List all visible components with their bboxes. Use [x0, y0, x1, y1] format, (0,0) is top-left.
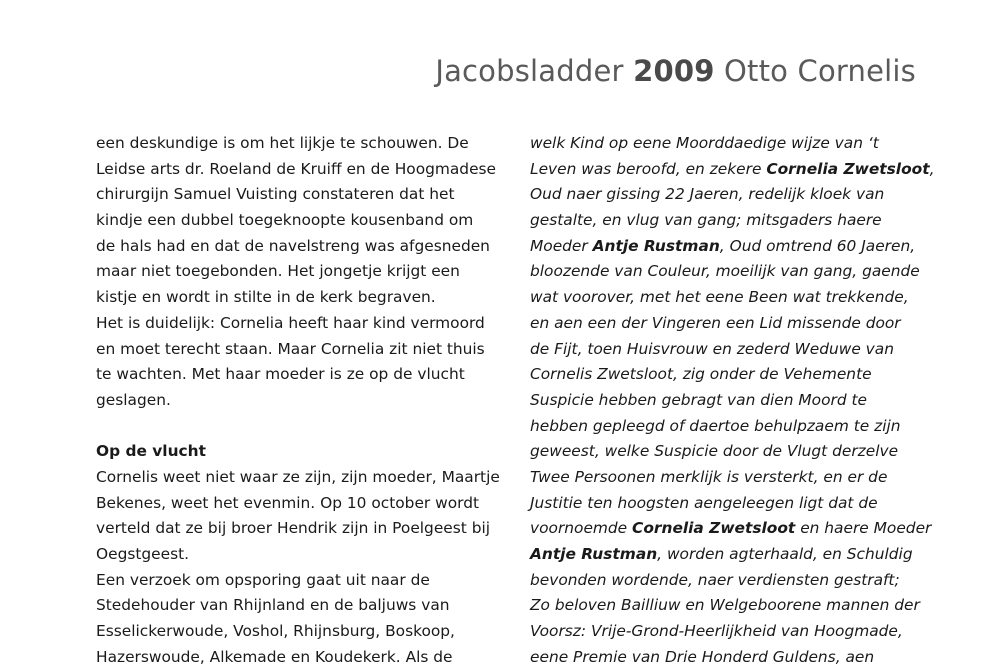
- quote-text: ,: [929, 159, 935, 178]
- text-line: de hals had en dat de navelstreng was afgesneden: [96, 236, 490, 255]
- text-line: kistje en wordt in stilte in de kerk begraven.: [96, 288, 436, 307]
- page-header: [435, 54, 916, 88]
- left-column: [96, 131, 500, 670]
- person-name: Antje Rustman: [592, 236, 720, 255]
- quote-line: Voorsz: Vrije-Grond-Heerlijkheid van Hoogmade,: [530, 622, 903, 641]
- text-line: Bekenes, weet het evenmin. Op 10 october wordt: [96, 493, 479, 512]
- quote-line: [530, 234, 930, 260]
- quote-line: Cornelis Zwetsloot, zig onder de Vehemente: [530, 365, 872, 384]
- quote-line: [530, 542, 930, 568]
- quote-line: geweest, welke Suspicie door de Vlugt derzelve: [530, 442, 899, 461]
- quote-line: welk Kind op eene Moorddaedige wijze van ‘t: [530, 134, 879, 152]
- quote-line: Suspicie hebben gebragt van dien Moord te: [530, 390, 867, 409]
- text-line: Leidse arts dr. Roeland de Kruiff en de Hoogmadese: [96, 159, 497, 178]
- quote-line: hebben gepleegd of daertoe behulpzaem te zijn: [530, 416, 901, 435]
- text-line: Cornelis weet niet waar ze zijn, zijn moeder, Maartje: [96, 467, 500, 486]
- text-line: Esselickerwoude, Voshol, Rhijnsburg, Boskoop,: [96, 622, 455, 641]
- text-line: Stedehouder van Rhijnland en de baljuws van: [96, 596, 450, 615]
- section-heading: Op de vlucht: [96, 442, 206, 461]
- quote-line: [530, 157, 935, 183]
- quote-line: Justitie ten hoogsten aengeleegen ligt dat de: [530, 493, 878, 512]
- text-line: en moet terecht staan. Maar Cornelia zit niet thuis: [96, 339, 485, 358]
- text-line: Het is duidelijk: Cornelia heeft haar kind vermoord: [96, 313, 485, 332]
- right-column-quote: [530, 131, 935, 670]
- quote-line: eene Premie van Drie Honderd Guldens, aen: [530, 647, 875, 666]
- person-name: Antje Rustman: [530, 545, 658, 563]
- person-name: Cornelia Zwetsloot: [766, 159, 930, 178]
- person-name: Cornelia Zwetsloot: [632, 519, 796, 538]
- quote-text: Moeder: [530, 236, 593, 255]
- text-line: te wachten. Met haar moeder is ze op de vlucht: [96, 365, 465, 384]
- header-title: Jacobsladder: [435, 54, 624, 88]
- quote-text: Leven was beroofd, en zekere: [530, 159, 767, 178]
- quote-line: Twee Persoonen merklijk is versterkt, en er de: [530, 467, 888, 486]
- quote-line: Zo beloven Bailliuw en Welgeboorene mannen der: [530, 596, 920, 615]
- text-line: Hazerswoude, Alkemade en Koudekerk. Als de: [96, 647, 453, 666]
- quote-line: [530, 516, 930, 542]
- quote-line: bloozende van Couleur, moeilijk van gang, gaende: [530, 262, 920, 281]
- quote-line: Oud naer gissing 22 Jaeren, redelijk kloek van: [530, 185, 885, 204]
- text-line: een deskundige is om het lijkje te schouwen. De: [96, 134, 469, 152]
- quote-line: de Fijt, toen Huisvrouw en zederd Weduwe van: [530, 339, 894, 358]
- quote-text: , worden agterhaald, en Schuldig: [657, 545, 913, 563]
- header-year: 2009: [633, 54, 715, 88]
- quote-line: wat voorover, met het eene Been wat trekkende,: [530, 288, 909, 307]
- text-line: verteld dat ze bij broer Hendrik zijn in Poelgeest bij: [96, 519, 491, 538]
- quote-line: gestalte, en vlug van gang; mitsgaders haere: [530, 211, 882, 230]
- header-author: Otto Cornelis: [724, 54, 916, 88]
- quote-line: bevonden wordende, naer verdiensten gestraft;: [530, 570, 900, 589]
- quote-line: en aen een der Vingeren een Lid missende door: [530, 313, 901, 332]
- text-line: Een verzoek om opsporing gaat uit naar de: [96, 570, 430, 589]
- paragraph-spacer: [96, 414, 496, 440]
- text-line: Oegstgeest.: [96, 545, 190, 563]
- text-line: chirurgijn Samuel Vuisting constateren dat het: [96, 185, 455, 204]
- text-line: kindje een dubbel toegeknoopte kousenband om: [96, 211, 474, 230]
- quote-text: en haere Moeder: [795, 519, 932, 538]
- quote-text: , Oud omtrend 60 Jaeren,: [719, 236, 916, 255]
- text-line: geslagen.: [96, 390, 171, 409]
- quote-text: voornoemde: [530, 519, 633, 538]
- text-line: maar niet toegebonden. Het jongetje krijgt een: [96, 262, 460, 281]
